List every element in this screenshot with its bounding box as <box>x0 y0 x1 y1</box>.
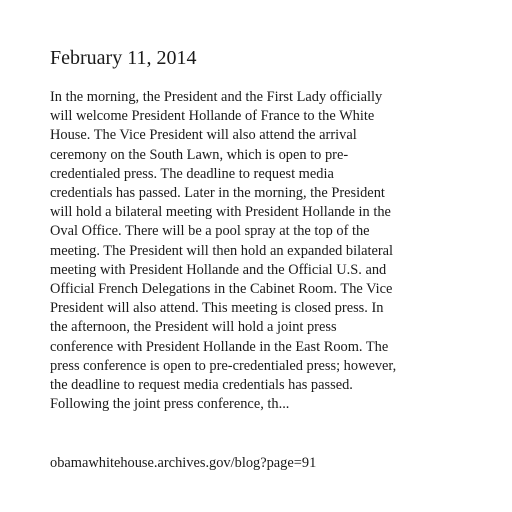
body-line: credentials has passed. Later in the morning, the President <box>50 185 385 202</box>
body-line: will hold a bilateral meeting with President Hollande in the <box>50 204 391 221</box>
body-line: will welcome President Hollande of France to the White <box>50 108 375 125</box>
post-date: February 11, 2014 <box>50 47 197 69</box>
post-body <box>50 88 420 414</box>
body-line: Following the joint press conference, th... <box>50 396 290 413</box>
body-line: credentialed press. The deadline to request media <box>50 165 334 182</box>
source-url: obamawhitehouse.archives.gov/blog?page=91 <box>50 455 317 471</box>
body-line: House. The Vice President will also attend the arrival <box>50 127 357 144</box>
body-line: the deadline to request media credentials has passed. <box>50 377 353 394</box>
body-line: conference with President Hollande in the East Room. The <box>50 338 389 355</box>
body-line: meeting with President Hollande and the Official U.S. and <box>50 261 387 278</box>
body-line: Official French Delegations in the Cabinet Room. The Vice <box>50 281 393 298</box>
body-line: President will also attend. This meeting is closed press. In <box>50 300 384 317</box>
body-line: ceremony on the South Lawn, which is open to pre- <box>50 146 349 163</box>
body-line: In the morning, the President and the First Lady officially <box>50 89 383 105</box>
body-line: press conference is open to pre-credentialed press; however, <box>50 357 397 374</box>
body-line: Oval Office. There will be a pool spray at the top of the <box>50 223 370 240</box>
body-line: the afternoon, the President will hold a joint press <box>50 319 337 336</box>
body-line: meeting. The President will then hold an expanded bilateral <box>50 242 394 259</box>
